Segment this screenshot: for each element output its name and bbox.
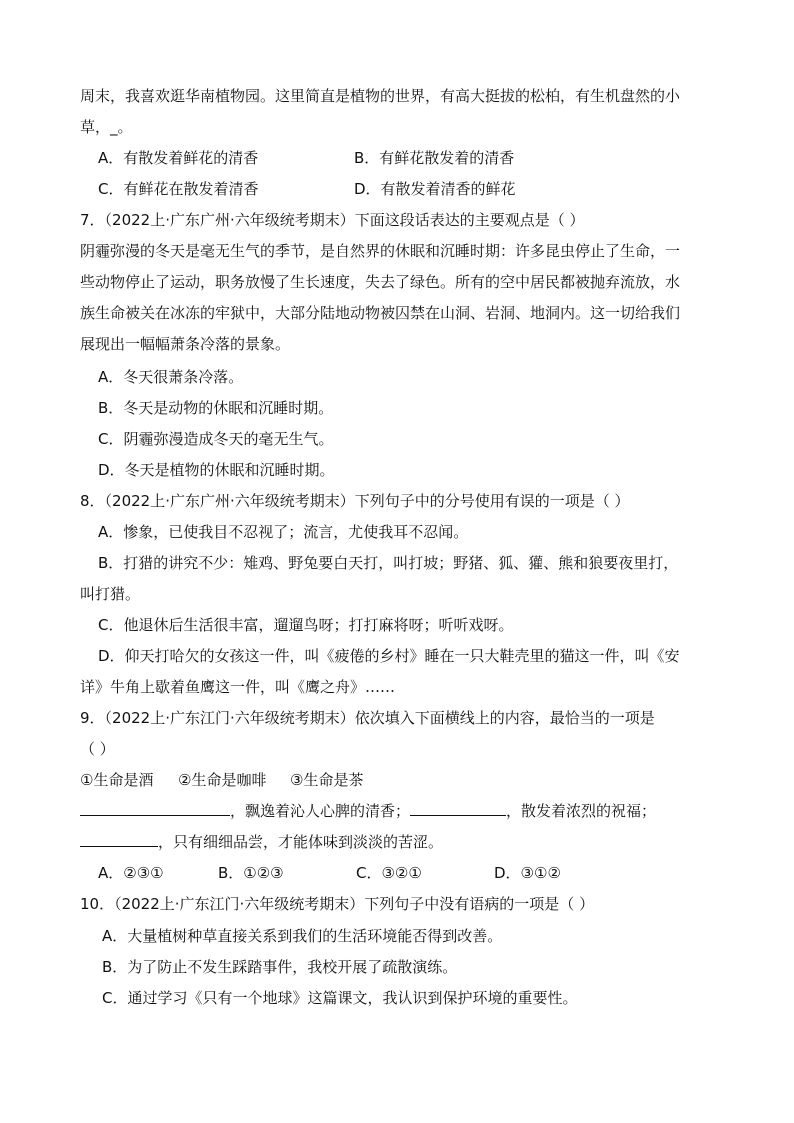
fill-sentence-part: ，散发着浓烈的祝福； <box>506 802 657 820</box>
option-b[interactable]: B．冬天是动物的休眠和沉睡时期。 <box>98 399 334 417</box>
passage-line: 草，_。 <box>80 118 133 136</box>
option-a[interactable]: A．有散发着鲜花的清香 <box>98 149 259 167</box>
option-d[interactable]: D．冬天是植物的休眠和沉睡时期。 <box>98 461 335 479</box>
option-c[interactable]: C．他退休后生活很丰富，遛遛鸟呀；打打麻将呀；听听戏呀。 <box>98 616 514 634</box>
option-c[interactable]: C．③②① <box>356 864 422 882</box>
fill-sentence-line <box>80 801 656 821</box>
passage-line: 阴霾弥漫的冬天是毫无生气的季节，是自然界的休眠和沉睡时期：许多昆虫停止了生命，一 <box>80 242 681 260</box>
answer-paren: （ ） <box>80 740 115 758</box>
option-d-continued: 详》牛角上歇着鱼鹰这一件，叫《鹰之舟》…… <box>80 678 396 696</box>
option-d[interactable]: D．有散发着清香的鲜花 <box>354 180 516 198</box>
question-7-stem: 7．（2022上·广东广州·六年级统考期末）下面这段话表达的主要观点是（ ） <box>80 211 585 229</box>
option-a[interactable]: A．冬天很萧条冷落。 <box>98 368 244 386</box>
fill-item-1: ①生命是酒 <box>80 771 154 789</box>
passage-line: 展现出一幅幅萧条冷落的景象。 <box>80 335 291 353</box>
option-b-continued: 叫打猎。 <box>80 585 141 603</box>
question-9-stem: 9．（2022上·广东江门·六年级统考期末）依次填入下面横线上的内容，最恰当的一项是 <box>80 709 655 727</box>
option-d[interactable]: D．仰天打哈欠的女孩这一件，叫《疲倦的乡村》睡在一只大鞋壳里的猫这一件，叫《安 <box>98 647 680 665</box>
option-c[interactable]: C．阴霾弥漫造成冬天的毫无生气。 <box>98 430 334 448</box>
option-b[interactable]: B．有鲜花散发着的清香 <box>354 149 515 167</box>
answer-blank[interactable] <box>80 801 230 816</box>
option-c[interactable]: C．有鲜花在散发着清香 <box>98 180 259 198</box>
option-c[interactable]: C．通过学习《只有一个地球》这篇课文，我认识到保护环境的重要性。 <box>102 989 578 1007</box>
fill-item-3: ③生命是茶 <box>290 771 364 789</box>
option-a[interactable]: A．②③① <box>98 864 164 882</box>
fill-item-2: ②生命是咖啡 <box>178 771 267 789</box>
passage-line: 周末，我喜欢逛华南植物园。这里简直是植物的世界，有高大挺拔的松柏，有生机盘然的小 <box>80 87 681 105</box>
option-a[interactable]: A．惨象，已使我目不忍视了；流言，尤使我耳不忍闻。 <box>98 523 469 541</box>
option-d[interactable]: D．③①② <box>494 864 561 882</box>
option-a[interactable]: A．大量植树种草直接关系到我们的生活环境能否得到改善。 <box>102 927 503 945</box>
passage-line: 族生命被关在冰冻的牢狱中，大部分陆地动物被囚禁在山洞、岩洞、地洞内。这一切给我们 <box>80 304 681 322</box>
fill-sentence-part: ，只有细细品尝，才能体味到淡淡的苦涩。 <box>158 833 444 851</box>
question-8-stem: 8．（2022上·广东广州·六年级统考期末）下列句子中的分号使用有误的一项是（ ） <box>80 492 630 510</box>
answer-blank[interactable] <box>80 832 158 847</box>
answer-blank[interactable] <box>410 801 506 816</box>
option-b[interactable]: B．①②③ <box>218 864 284 882</box>
fill-sentence-line <box>80 832 443 852</box>
passage-line: 些动物停止了运动，职务放慢了生长速度，失去了绿色。所有的空中居民都被抛弃流放，水 <box>80 273 681 291</box>
option-b[interactable]: B．为了防止不发生踩踏事件，我校开展了疏散演练。 <box>102 958 458 976</box>
fill-sentence-part: ，飘逸着沁人心脾的清香； <box>230 802 411 820</box>
question-10-stem: 10．（2022上·广东江门·六年级统考期末）下列句子中没有语病的一项是（ ） <box>80 895 595 913</box>
option-b[interactable]: B．打猎的讲究不少：雉鸡、野兔要白天打，叫打坡；野猪、狐、獾、熊和狼要夜里打， <box>98 554 679 572</box>
